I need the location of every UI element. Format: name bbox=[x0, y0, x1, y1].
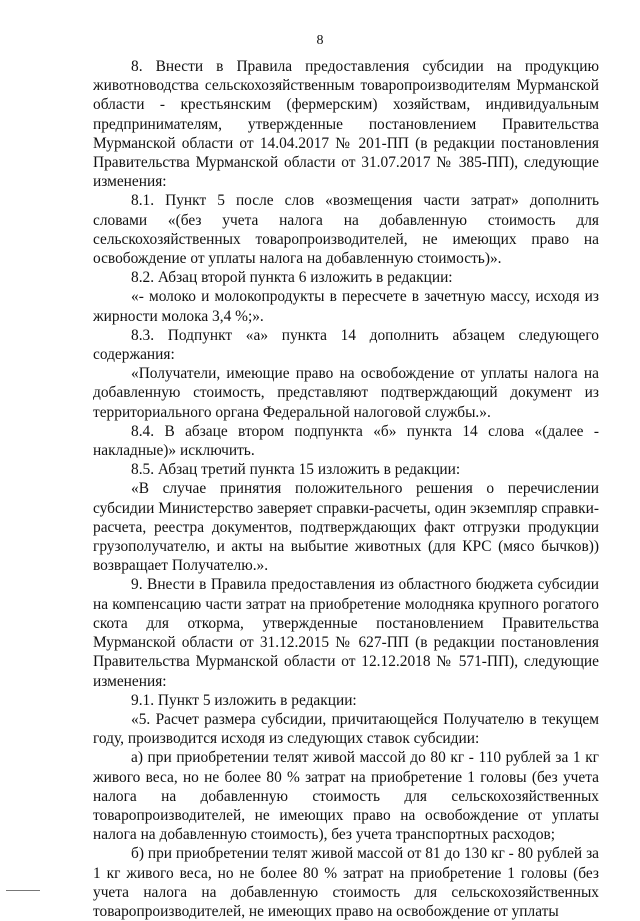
footer-rule bbox=[6, 890, 40, 891]
paragraph-8-3: 8.3. Подпункт «а» пункта 14 дополнить абзацем следующего содержания: bbox=[93, 326, 599, 364]
paragraph-9: 9. Внести в Правила предоставления из областного бюджета субсидии на компенсацию части затрат на приобретение молодняка крупного рогатого скота для откорма, утвержденные постановлением Правительства Мурманской области от 31.12.2015 № 627-ПП (в редакции постановления Правительства Мурманской области от 12.12.2018 № 571-ПП), следующие изменения: bbox=[93, 576, 599, 690]
paragraph-9-1-quote: «5. Расчет размера субсидии, причитающейся Получателю в текущем году, производится исходя из следующих ставок субсидии: bbox=[93, 710, 599, 748]
paragraph-8-2-quote: «- молоко и молокопродукты в пересчете в зачетную массу, исходя из жирности молока 3,4 %;». bbox=[93, 288, 599, 325]
paragraph-8-2: 8.2. Абзац второй пункта 6 изложить в редакции: bbox=[131, 269, 453, 287]
paragraph-8-5-quote: «В случае принятия положительного решения о перечислении субсидии Министерство заверяет справки-расчеты, один экземпляр справки-расчета, реестра документов, подтверждающих факт отгрузки продукции грузополучателю, и акты на выбытие животных (для КРС (мясо бычков)) возвращает Получателю.». bbox=[93, 480, 599, 575]
paragraph-8-5: 8.5. Абзац третий пункта 15 изложить в редакции: bbox=[131, 461, 461, 479]
subparagraph-b: б) при приобретении телят живой массой от 81 до 130 кг - 80 рублей за 1 кг живого веса, но не более 80 % затрат на приобретение 1 головы (без учета налога на добавленную стоимость для сельскохозяйственных товаропроизводителей, не имеющих право на освобождение от уплаты bbox=[93, 845, 599, 920]
paragraph-8-4: 8.4. В абзаце втором подпункта «б» пункта 14 слова «(далее - накладные)» исключить. bbox=[93, 422, 599, 460]
paragraph-8-3-quote: «Получатели, имеющие право на освобождение от уплаты налога на добавленную стоимость, представляют подтверждающий документ из территориального органа Федеральной налоговой службы.». bbox=[93, 365, 599, 421]
page-number: 8 bbox=[316, 33, 324, 48]
paragraph-8: 8. Внести в Правила предоставления субсидии на продукцию животноводства сельскохозяйственным товаропроизводителям Мурманской области - крестьянским (фермерским) хозяйствам, индивидуальным предпринимателям, утвержденные постановлением Правительства Мурманской области от 14.04.2017 № 201-ПП (в редакции постановления Правительства Мурманской области от 31.07.2017 № 385-ПП), следующие изменения: bbox=[93, 58, 599, 191]
subparagraph-a: а) при приобретении телят живой массой до 80 кг - 110 рублей за 1 кг живого веса, но не более 80 % затрат на приобретение 1 головы (без учета налога на добавленную стоимость для сельскохозяйственных товаропроизводителей, не имеющих право на освобождение от уплаты налога на добавленную стоимость), без учета транспортных расходов; bbox=[93, 749, 599, 844]
document-body bbox=[93, 57, 599, 921]
paragraph-8-1: 8.1. Пункт 5 после слов «возмещения части затрат» дополнить словами «(без учета налога на добавленную стоимость для сельскохозяйственных товаропроизводителей, не имеющих право на освобождение от уплаты налога на добавленную стоимость)». bbox=[93, 192, 599, 268]
paragraph-9-1: 9.1. Пункт 5 изложить в редакции: bbox=[131, 691, 357, 709]
